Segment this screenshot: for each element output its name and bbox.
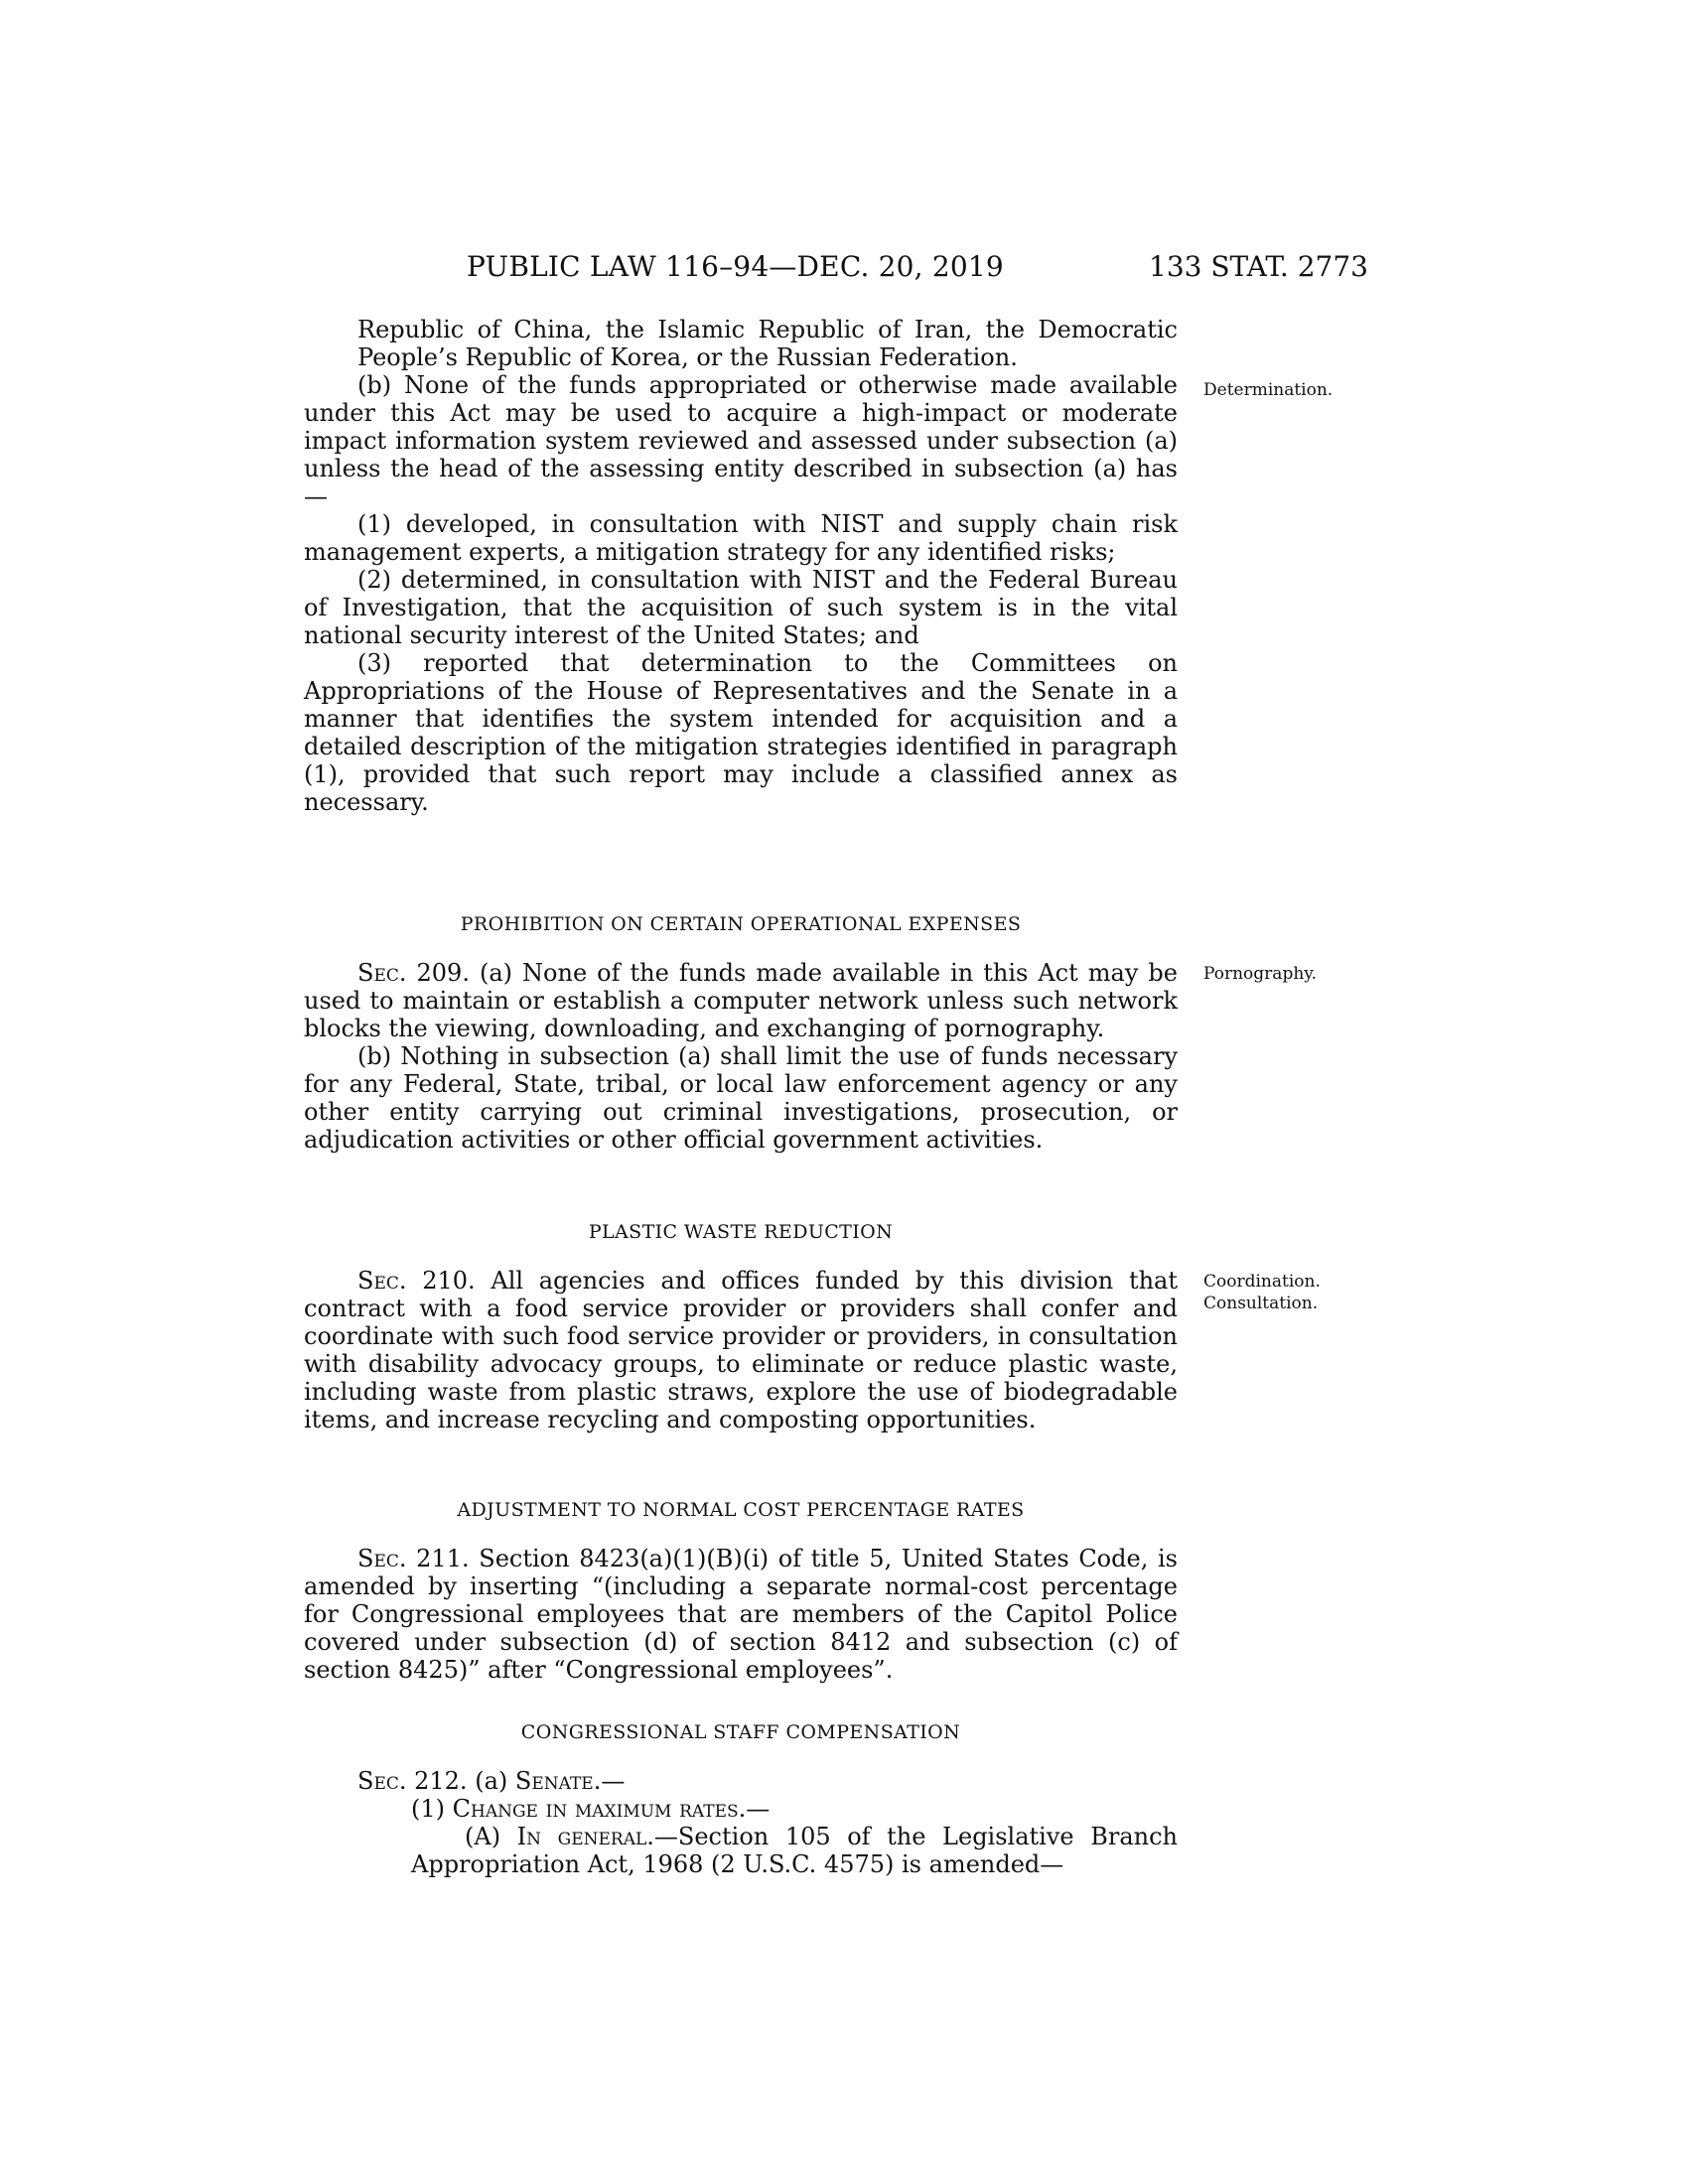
margin-note-coordination: Coordination. — [1203, 1272, 1321, 1292]
section-210-body — [304, 1267, 1178, 1433]
section-209-a-text: (a) None of the funds made available in this Act may be used to maintain or establish a computer network unless such network blocks the viewing, downloading, and exchanging of pornography. — [304, 959, 1178, 1042]
subsection-b-items — [304, 510, 1178, 816]
section-212-item-a-dash: — — [653, 1823, 678, 1850]
section-212 — [304, 1718, 1178, 1746]
section-212-a-dash: — — [601, 1767, 626, 1795]
section-211-label: Sec. 211. — [357, 1545, 470, 1572]
section-212-item-1-dash: — — [746, 1795, 771, 1823]
section-209-heading: PROHIBITION ON CERTAIN OPERATIONAL EXPENSES — [460, 913, 1022, 935]
section-212-item-a-paragraph — [411, 1823, 1178, 1878]
section-212-a-line — [357, 1767, 1178, 1795]
subsection-b-paragraph: (b) None of the funds appropriated or otherwise made available under this Act may be used to acquire a high-impact or moderate impact information system reviewed and assessed under subsection (a) unless the head of the assessing entity described in subsection (a) has— — [304, 371, 1178, 510]
section-212-a-prefix: (a) — [475, 1767, 508, 1795]
margin-note-determination: Determination. — [1203, 380, 1334, 400]
section-209-body — [304, 959, 1178, 1154]
section-210-label: Sec. 210. — [357, 1267, 476, 1295]
section-212-item-1-heading: Change in maximum rates. — [452, 1795, 747, 1823]
section-212-label: Sec. 212. — [357, 1767, 468, 1795]
section-212-item-a-text: Section 105 of the Legislative Branch Appropriation Act, 1968 (2 U.S.C. 4575) is amended— — [411, 1823, 1178, 1878]
section-212-item-a-heading: In general. — [516, 1823, 654, 1850]
section-212-heading: CONGRESSIONAL STAFF COMPENSATION — [520, 1721, 961, 1743]
section-210 — [304, 1218, 1178, 1246]
page-header-stat: 133 STAT. 2773 — [1149, 250, 1368, 283]
section-209-b-paragraph: (b) Nothing in subsection (a) shall limit the use of funds necessary for any Federal, State, tribal, or local law enforcement agency or any other entity carrying out criminal investigations, prosecution, or adjudication activities or other official government activities. — [304, 1042, 1178, 1154]
section-209-a-paragraph — [304, 959, 1178, 1042]
section-212-item-1-line — [411, 1795, 1178, 1823]
margin-note-consultation: Consultation. — [1203, 1294, 1319, 1313]
margin-note-pornography: Pornography. — [1203, 964, 1318, 984]
section-212-item-a-prefix: (A) — [465, 1823, 501, 1850]
section-212-a-heading: Senate. — [514, 1767, 602, 1795]
continuation-paragraph: Republic of China, the Islamic Republic of Iran, the Democratic People’s Republic of Korea, or the Russian Federation. — [357, 316, 1178, 371]
section-212-item-1-prefix: (1) — [411, 1795, 445, 1823]
section-209 — [304, 910, 1178, 938]
page-header-title: PUBLIC LAW 116–94—DEC. 20, 2019 — [467, 250, 1004, 283]
section-211-heading: ADJUSTMENT TO NORMAL COST PERCENTAGE RATES — [457, 1499, 1025, 1521]
section-209-label: Sec. 209. — [357, 959, 470, 987]
section-210-text: All agencies and offices funded by this division that contract with a food service provider or providers shall confer and coordinate with such food service provider or providers, in consultation with disability advocacy groups, to eliminate or reduce plastic waste, including waste from plastic straws, explore the use of biodegradable items, and increase recycling and composting opportunities. — [304, 1267, 1178, 1433]
section-211-text: Section 8423(a)(1)(B)(i) of title 5, United States Code, is amended by inserting “(including a separate normal-cost percentage for Congressional employees that are members of the Capitol Police covered under subsection (d) of section 8412 and subsection (c) of section 8425)” after “Congressional employees”. — [304, 1545, 1178, 1684]
item-1-paragraph: (1) developed, in consultation with NIST and supply chain risk management experts, a mitigation strategy for any identified risks; — [304, 510, 1178, 566]
item-2-paragraph: (2) determined, in consultation with NIST and the Federal Bureau of Investigation, that the acquisition of such system is in the vital national security interest of the United States; and — [304, 566, 1178, 649]
section-211-paragraph — [304, 1545, 1178, 1684]
section-210-paragraph — [304, 1267, 1178, 1433]
item-3-paragraph: (3) reported that determination to the Committees on Appropriations of the House of Representatives and the Senate in a manner that identifies the system intended for acquisition and a detailed description of the mitigation strategies identified in paragraph (1), provided that such report may include a classified annex as necessary. — [304, 649, 1178, 816]
section-212-body — [304, 1767, 1178, 1878]
section-211 — [304, 1496, 1178, 1524]
section-210-heading: PLASTIC WASTE REDUCTION — [588, 1221, 894, 1243]
block-continuation — [304, 316, 1178, 816]
section-211-body — [304, 1545, 1178, 1684]
